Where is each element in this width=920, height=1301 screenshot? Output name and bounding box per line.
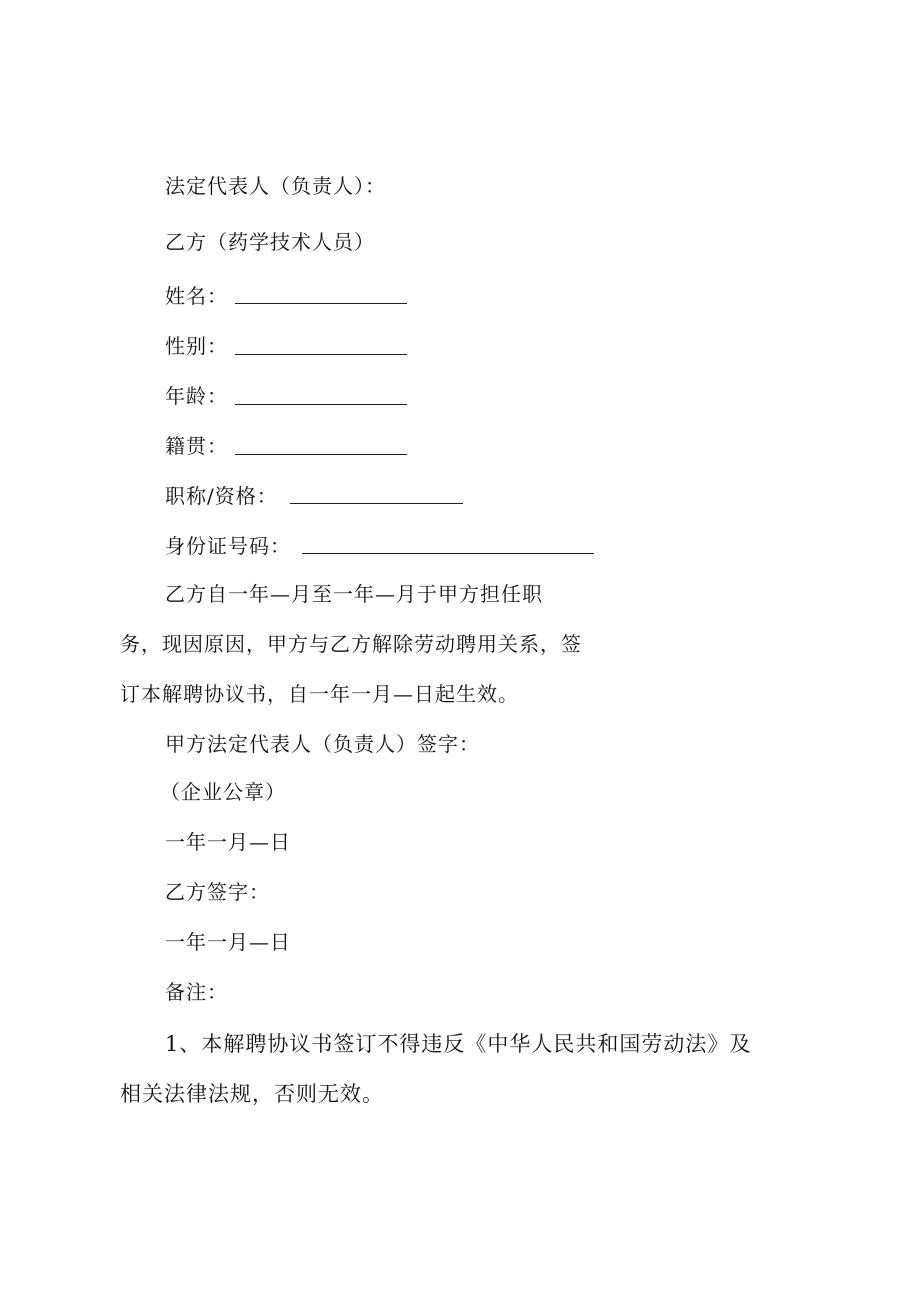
party-a-date: 一年一月—日 [165,830,291,854]
party-b-signature-label: 乙方签字： [165,880,270,904]
company-seal-label: （企业公章） [160,780,286,804]
party-a-signature-label: 甲方法定代表人（负责人）签字： [165,732,480,756]
gender-field-blank[interactable] [235,354,407,355]
age-field-blank[interactable] [235,404,407,405]
origin-field-blank[interactable] [235,454,407,455]
age-field-label: 年龄： [165,384,228,408]
origin-field-label: 籍贯： [165,434,228,458]
body-paragraph-line-1: 乙方自一年—月至一年—月于甲方担任职 [165,582,543,606]
legal-representative-label: 法定代表人（负责人）： [165,174,386,198]
name-field-label: 姓名： [165,284,228,308]
party-b-date: 一年一月—日 [165,930,291,954]
title-field-blank[interactable] [290,503,463,504]
id-number-field-label: 身份证号码： [165,534,291,558]
body-paragraph-line-2: 务，现因原因，甲方与乙方解除劳动聘用关系，签 [120,632,582,656]
name-field-blank[interactable] [235,303,407,304]
title-field-label: 职称/资格： [165,484,278,508]
notes-label: 备注： [165,980,228,1004]
gender-field-label: 性别： [165,334,228,358]
body-paragraph-line-3: 订本解聘协议书，自一年一月—日起生效。 [120,682,519,706]
note-1-line-2: 相关法律法规，否则无效。 [120,1082,384,1106]
party-b-heading: 乙方（药学技术人员） [165,230,375,254]
note-1-line-1: 1、本解聘协议书签订不得违反《中华人民共和国劳动法》及 [165,1032,752,1056]
id-number-field-blank[interactable] [302,553,594,554]
